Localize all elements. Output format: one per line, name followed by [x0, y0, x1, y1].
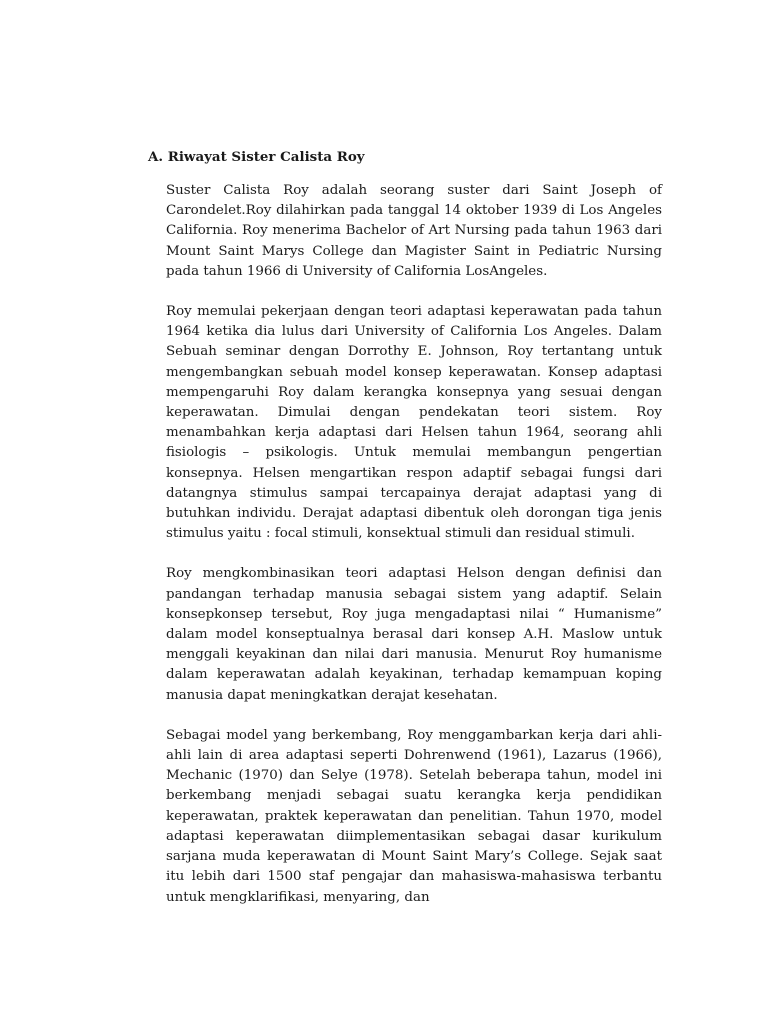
section-body [166, 181, 662, 928]
paragraph-model-development: Sebagai model yang berkembang, Roy menggambarkan kerja dari ahli-ahli lain di area adaptasi seperti Dohrenwend (1961), Lazarus (1966), Mechanic (1970) dan Selye (1978). Setelah beberapa tahun, model ini berkembang menjadi sebagai suatu kerangka kerja pendidikan keperawatan, praktek keperawatan dan penelitian. Tahun 1970, model adaptasi keperawatan diimplementasikan sebagai dasar kurikulum sarjana muda keperawatan di Mount Saint Mary’s College. Sejak saat itu lebih dari 1500 staf pengajar dan mahasiswa-mahasiswa terbantu untuk mengklarifikasi, menyaring, dan [166, 727, 662, 905]
paragraph-biography: Suster Calista Roy adalah seorang suster dari Saint Joseph of Carondelet.Roy dilahirkan pada tanggal 14 oktober 1939 di Los Angeles California. Roy menerima Bachelor of Art Nursing pada tahun 1963 dari Mount Saint Marys College dan Magister Saint in Pediatric Nursing pada tahun 1966 di University of California LosAngeles. [166, 183, 662, 279]
paragraph-humanism: Roy mengkombinasikan teori adaptasi Helson dengan definisi dan pandangan terhadap manusia sebagai sistem yang adaptif. Selain konsepkonsep tersebut, Roy juga mengadaptasi nilai “ Humanisme” dalam model konseptualnya berasal dari konsep A.H. Maslow untuk menggali keyakinan dan nilai dari manusia. Menurut Roy humanisme dalam keperawatan adalah keyakinan, terhadap kemampuan koping manusia dapat meningkatkan derajat kesehatan. [166, 566, 662, 703]
section-heading: A. Riwayat Sister Calista Roy [148, 149, 365, 165]
paragraph-adaptation-theory: Roy memulai pekerjaan dengan teori adaptasi keperawatan pada tahun 1964 ketika dia lulus dari University of California Los Angeles. Dalam Sebuah seminar dengan Dorrothy E. Johnson, Roy tertantang untuk mengembangkan sebuah model konsep keperawatan. Konsep adaptasi mempengaruhi Roy dalam kerangka konsepnya yang sesuai dengan keperawatan. Dimulai dengan pendekatan teori sistem. Roy menambahkan kerja adaptasi dari Helsen tahun 1964, seorang ahli fisiologis – psikologis. Untuk memulai membangun pengertian konsepnya. Helsen mengartikan respon adaptif sebagai fungsi dari datangnya stimulus sampai tercapainya derajat adaptasi yang di butuhkan individu. Derajat adaptasi dibentuk oleh dorongan tiga jenis stimulus yaitu : focal stimuli, konsektual stimuli dan residual stimuli. [166, 304, 662, 542]
